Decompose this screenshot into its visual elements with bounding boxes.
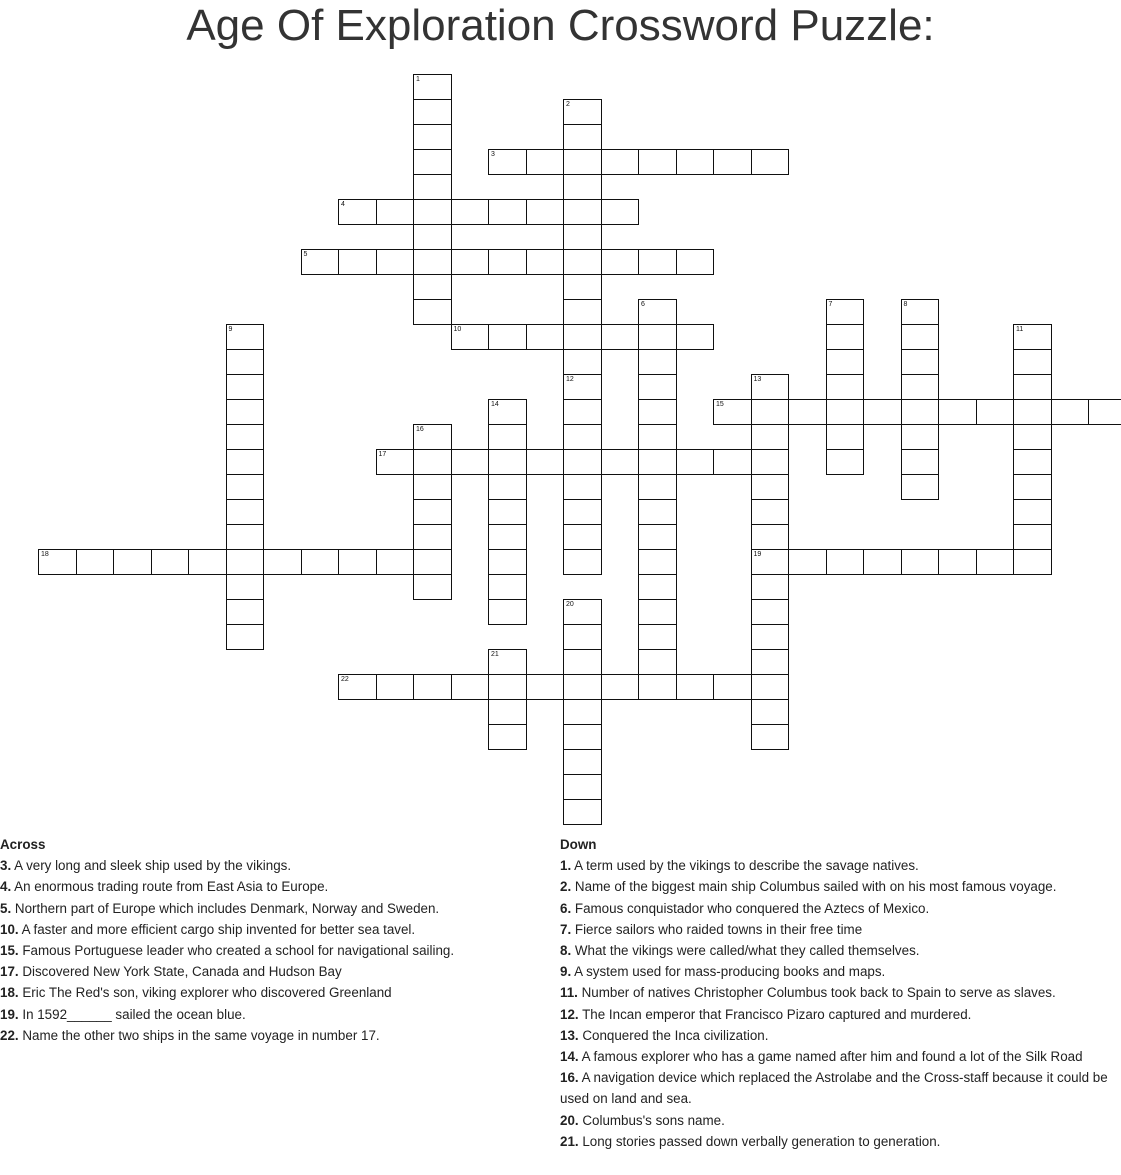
- grid-cell[interactable]: [751, 599, 790, 625]
- clue-text: A very long and sleek ship used by the vikings.: [11, 858, 292, 874]
- grid-cell[interactable]: [488, 649, 527, 675]
- clue-number-label: 5: [303, 251, 308, 258]
- grid-cell[interactable]: [563, 649, 602, 675]
- across-clue-list: [0, 855, 540, 1046]
- down-clue: [560, 919, 1120, 940]
- grid-cell[interactable]: [901, 474, 940, 500]
- clue-number-label: 6: [641, 301, 645, 308]
- grid-cell[interactable]: [526, 149, 565, 175]
- grid-cell[interactable]: [226, 574, 265, 600]
- grid-cell[interactable]: [1088, 399, 1121, 425]
- clue-text: A term used by the vikings to describe the savage natives.: [571, 858, 919, 874]
- clue-number-label: 7: [828, 301, 833, 308]
- clue-text: What the vikings were called/what they called themselves.: [571, 943, 920, 959]
- grid-cell[interactable]: [638, 674, 677, 700]
- clue-number-label: 18: [41, 551, 49, 558]
- grid-cell[interactable]: [751, 674, 790, 700]
- grid-cell[interactable]: [901, 299, 940, 325]
- grid-cell[interactable]: [563, 299, 602, 325]
- grid-cell[interactable]: [563, 274, 602, 300]
- clue-text: Name the other two ships in the same voyage in number 17.: [18, 1027, 380, 1043]
- grid-cell[interactable]: [826, 424, 865, 450]
- grid-cell[interactable]: [713, 449, 752, 475]
- across-clue: [0, 1025, 540, 1046]
- clue-number-label: 22: [341, 676, 349, 683]
- grid-cell[interactable]: [826, 324, 865, 350]
- across-clue: [0, 855, 540, 876]
- grid-cell[interactable]: [451, 249, 490, 275]
- across-clue: [0, 982, 540, 1003]
- grid-cell[interactable]: [526, 674, 565, 700]
- clue-number: 21.: [560, 1133, 579, 1149]
- clue-number: 9.: [560, 964, 572, 980]
- grid-cell[interactable]: [226, 424, 265, 450]
- grid-cell[interactable]: [563, 674, 602, 700]
- grid-cell[interactable]: [376, 674, 415, 700]
- clue-number: 18.: [0, 985, 19, 1001]
- clue-number: 4.: [0, 879, 12, 895]
- down-clue: [560, 982, 1120, 1003]
- grid-cell[interactable]: [1013, 374, 1052, 400]
- grid-cell[interactable]: [563, 124, 602, 150]
- grid-cell[interactable]: [601, 249, 640, 275]
- grid-cell[interactable]: [601, 199, 640, 225]
- grid-cell[interactable]: [901, 324, 940, 350]
- grid-cell[interactable]: [563, 699, 602, 725]
- clue-number-label: 14: [491, 401, 499, 408]
- grid-cell[interactable]: [488, 699, 527, 725]
- grid-cell[interactable]: [751, 374, 790, 400]
- clue-text: Long stories passed down verbally generation to generation.: [578, 1133, 941, 1149]
- grid-cell[interactable]: [413, 299, 452, 325]
- grid-cell[interactable]: [676, 149, 715, 175]
- grid-cell[interactable]: [38, 549, 77, 575]
- grid-cell[interactable]: [338, 674, 377, 700]
- down-clue: [560, 1131, 1120, 1152]
- grid-cell[interactable]: [1013, 424, 1052, 450]
- grid-cell[interactable]: [601, 324, 640, 350]
- grid-cell[interactable]: [638, 249, 677, 275]
- grid-cell[interactable]: [638, 424, 677, 450]
- grid-cell[interactable]: [901, 374, 940, 400]
- grid-cell[interactable]: [676, 674, 715, 700]
- grid-cell[interactable]: [563, 224, 602, 250]
- clue-number-label: 20: [566, 601, 574, 608]
- grid-cell[interactable]: [226, 624, 265, 650]
- across-heading: Across: [0, 837, 46, 852]
- grid-cell[interactable]: [376, 549, 415, 575]
- grid-cell[interactable]: [413, 474, 452, 500]
- grid-cell[interactable]: [563, 199, 602, 225]
- down-clues: [560, 834, 1120, 1152]
- grid-cell[interactable]: [638, 374, 677, 400]
- clue-number: 20.: [560, 1112, 579, 1128]
- grid-cell[interactable]: [376, 199, 415, 225]
- grid-cell[interactable]: [226, 499, 265, 525]
- grid-cell[interactable]: [638, 549, 677, 575]
- grid-cell[interactable]: [563, 799, 602, 825]
- down-heading: Down: [560, 837, 597, 852]
- grid-cell[interactable]: [788, 399, 827, 425]
- grid-cell[interactable]: [488, 249, 527, 275]
- grid-cell[interactable]: [488, 449, 527, 475]
- grid-cell[interactable]: [413, 124, 452, 150]
- grid-cell[interactable]: [413, 199, 452, 225]
- clue-number-label: 9: [228, 326, 233, 333]
- grid-cell[interactable]: [526, 324, 565, 350]
- clue-text: Number of natives Christopher Columbus took back to Spain to serve as slaves.: [577, 985, 1056, 1001]
- clue-text: A faster and more efficient cargo ship invented for better sea tavel.: [18, 921, 416, 937]
- grid-cell[interactable]: [563, 774, 602, 800]
- grid-cell[interactable]: [76, 549, 115, 575]
- across-clue: [0, 876, 540, 897]
- clue-number-label: 19: [753, 551, 762, 558]
- grid-cell[interactable]: [676, 449, 715, 475]
- grid-cell[interactable]: [226, 399, 265, 425]
- grid-cell[interactable]: [1013, 549, 1052, 575]
- grid-cell[interactable]: [751, 724, 790, 750]
- grid-cell[interactable]: [488, 474, 527, 500]
- clue-number: 15.: [0, 943, 19, 959]
- grid-cell[interactable]: [901, 349, 940, 375]
- clue-text: Discovered New York State, Canada and Hudson Bay: [18, 964, 342, 980]
- grid-cell[interactable]: [226, 599, 265, 625]
- clue-text: Famous Portuguese leader who created a school for navigational sailing.: [18, 943, 455, 959]
- grid-cell[interactable]: [413, 574, 452, 600]
- grid-cell[interactable]: [638, 399, 677, 425]
- clue-text: The Incan emperor that Francisco Pizaro captured and murdered.: [578, 1006, 972, 1022]
- grid-cell[interactable]: [413, 99, 452, 125]
- clue-text: An enormous trading route from East Asia to Europe.: [11, 879, 329, 895]
- grid-cell[interactable]: [976, 549, 1015, 575]
- grid-cell[interactable]: [1013, 499, 1052, 525]
- grid-cell[interactable]: [563, 99, 602, 125]
- grid-cell[interactable]: [563, 499, 602, 525]
- grid-cell[interactable]: [226, 324, 265, 350]
- grid-cell[interactable]: [563, 249, 602, 275]
- grid-cell[interactable]: [413, 499, 452, 525]
- grid-cell[interactable]: [563, 524, 602, 550]
- down-clue: [560, 1004, 1120, 1025]
- grid-cell[interactable]: [676, 324, 715, 350]
- clue-number-label: 10: [453, 326, 462, 333]
- grid-cell[interactable]: [488, 724, 527, 750]
- grid-cell[interactable]: [1051, 399, 1090, 425]
- grid-cell[interactable]: [751, 524, 790, 550]
- clue-number-label: 3: [491, 151, 495, 158]
- grid-cell[interactable]: [901, 424, 940, 450]
- grid-cell[interactable]: [338, 199, 377, 225]
- down-clue: [560, 1025, 1120, 1046]
- clue-number-label: 17: [378, 451, 387, 458]
- grid-cell[interactable]: [263, 549, 302, 575]
- clue-number: 22.: [0, 1027, 19, 1043]
- grid-cell[interactable]: [788, 549, 827, 575]
- grid-cell[interactable]: [563, 149, 602, 175]
- grid-cell[interactable]: [488, 549, 527, 575]
- clue-number-label: 2: [566, 101, 570, 108]
- clue-text: Northern part of Europe which includes Denmark, Norway and Sweden.: [11, 900, 440, 916]
- down-clue: [560, 876, 1120, 897]
- clue-number-label: 1: [416, 76, 420, 83]
- grid-cell[interactable]: [413, 449, 452, 475]
- down-clue: [560, 898, 1120, 919]
- grid-cell[interactable]: [751, 399, 790, 425]
- grid-cell[interactable]: [638, 149, 677, 175]
- grid-cell[interactable]: [563, 474, 602, 500]
- clue-number: 11.: [560, 985, 578, 1001]
- grid-cell[interactable]: [901, 449, 940, 475]
- clue-number: 5.: [0, 900, 12, 916]
- grid-cell[interactable]: [563, 749, 602, 775]
- grid-cell[interactable]: [376, 449, 415, 475]
- grid-cell[interactable]: [676, 249, 715, 275]
- grid-cell[interactable]: [638, 474, 677, 500]
- grid-cell[interactable]: [638, 299, 677, 325]
- clue-number: 6.: [560, 900, 572, 916]
- grid-cell[interactable]: [1013, 324, 1052, 350]
- grid-cell[interactable]: [488, 574, 527, 600]
- grid-cell[interactable]: [563, 374, 602, 400]
- clue-text: Famous conquistador who conquered the Aztecs of Mexico.: [571, 900, 930, 916]
- across-clue: [0, 898, 540, 919]
- grid-cell[interactable]: [826, 449, 865, 475]
- clue-text: Conquered the Inca civilization.: [578, 1027, 769, 1043]
- grid-cell[interactable]: [488, 199, 527, 225]
- grid-cell[interactable]: [638, 499, 677, 525]
- grid-cell[interactable]: [976, 399, 1015, 425]
- across-clue: [0, 1004, 540, 1025]
- grid-cell[interactable]: [713, 149, 752, 175]
- grid-cell[interactable]: [526, 249, 565, 275]
- grid-cell[interactable]: [413, 224, 452, 250]
- grid-cell[interactable]: [526, 199, 565, 225]
- grid-cell[interactable]: [826, 399, 865, 425]
- clue-text: Name of the biggest main ship Columbus sailed with on his most famous voyage.: [571, 879, 1057, 895]
- grid-cell[interactable]: [226, 374, 265, 400]
- clue-number: 19.: [0, 1006, 19, 1022]
- grid-cell[interactable]: [751, 549, 790, 575]
- grid-cell[interactable]: [413, 149, 452, 175]
- grid-cell[interactable]: [301, 549, 340, 575]
- grid-cell[interactable]: [338, 549, 377, 575]
- clue-text: A system used for mass-producing books and maps.: [571, 964, 886, 980]
- grid-cell[interactable]: [751, 424, 790, 450]
- grid-cell[interactable]: [713, 674, 752, 700]
- grid-cell[interactable]: [413, 424, 452, 450]
- grid-cell[interactable]: [301, 249, 340, 275]
- grid-cell[interactable]: [563, 399, 602, 425]
- grid-cell[interactable]: [488, 499, 527, 525]
- grid-cell[interactable]: [601, 674, 640, 700]
- grid-cell[interactable]: [226, 349, 265, 375]
- grid-cell[interactable]: [826, 549, 865, 575]
- grid-cell[interactable]: [451, 674, 490, 700]
- clue-number-label: 12: [566, 376, 574, 383]
- grid-cell[interactable]: [226, 549, 265, 575]
- grid-cell[interactable]: [638, 449, 677, 475]
- grid-cell[interactable]: [488, 524, 527, 550]
- clue-number-label: 13: [753, 376, 762, 383]
- down-clue: [560, 855, 1120, 876]
- clue-number-label: 16: [416, 426, 424, 433]
- grid-cell[interactable]: [638, 649, 677, 675]
- grid-cell[interactable]: [563, 724, 602, 750]
- clue-number: 14.: [560, 1049, 579, 1065]
- grid-cell[interactable]: [638, 324, 677, 350]
- grid-cell[interactable]: [713, 399, 752, 425]
- grid-cell[interactable]: [563, 324, 602, 350]
- down-clue: [560, 1067, 1120, 1109]
- clue-number: 7.: [560, 921, 572, 937]
- grid-cell[interactable]: [451, 324, 490, 350]
- grid-cell[interactable]: [751, 699, 790, 725]
- down-clue-list: [560, 855, 1120, 1152]
- grid-cell[interactable]: [413, 174, 452, 200]
- grid-cell[interactable]: [563, 449, 602, 475]
- clue-number: 2.: [560, 879, 572, 895]
- grid-cell[interactable]: [751, 499, 790, 525]
- clue-text: A famous explorer who has a game named after him and found a lot of the Silk Road: [578, 1049, 1083, 1065]
- grid-cell[interactable]: [563, 624, 602, 650]
- grid-cell[interactable]: [151, 549, 190, 575]
- grid-cell[interactable]: [751, 649, 790, 675]
- page-title: Age Of Exploration Crossword Puzzle:: [186, 1, 935, 50]
- grid-cell[interactable]: [451, 199, 490, 225]
- down-clue: [560, 940, 1120, 961]
- grid-cell[interactable]: [563, 599, 602, 625]
- clue-number: 3.: [0, 858, 12, 874]
- clue-number: 16.: [560, 1070, 579, 1086]
- grid-cell[interactable]: [488, 324, 527, 350]
- grid-cell[interactable]: [413, 249, 452, 275]
- clue-text: In 1592______ sailed the ocean blue.: [18, 1006, 246, 1022]
- grid-cell[interactable]: [826, 349, 865, 375]
- clue-number-label: 21: [491, 651, 499, 658]
- clue-number-label: 8: [903, 301, 908, 308]
- grid-cell[interactable]: [901, 399, 940, 425]
- grid-cell[interactable]: [901, 549, 940, 575]
- down-clue: [560, 961, 1120, 982]
- grid-cell[interactable]: [488, 399, 527, 425]
- clue-number-label: 4: [341, 201, 345, 208]
- grid-cell[interactable]: [863, 399, 902, 425]
- grid-cell[interactable]: [413, 74, 452, 100]
- grid-cell[interactable]: [638, 524, 677, 550]
- grid-cell[interactable]: [601, 149, 640, 175]
- grid-cell[interactable]: [938, 549, 977, 575]
- grid-cell[interactable]: [751, 449, 790, 475]
- grid-cell[interactable]: [1013, 399, 1052, 425]
- grid-cell[interactable]: [563, 549, 602, 575]
- clue-number: 8.: [560, 943, 572, 959]
- grid-cell[interactable]: [1013, 449, 1052, 475]
- grid-cell[interactable]: [638, 574, 677, 600]
- clue-number-label: 11: [1016, 326, 1024, 333]
- clue-number: 10.: [0, 921, 19, 937]
- across-clue: [0, 961, 540, 982]
- clue-text: Fierce sailors who raided towns in their free time: [571, 921, 863, 937]
- across-clue: [0, 940, 540, 961]
- grid-cell[interactable]: [488, 424, 527, 450]
- grid-cell[interactable]: [751, 574, 790, 600]
- grid-cell[interactable]: [563, 349, 602, 375]
- clue-number: 17.: [0, 964, 19, 980]
- grid-cell[interactable]: [638, 624, 677, 650]
- grid-cell[interactable]: [1013, 349, 1052, 375]
- clue-number: 12.: [560, 1006, 579, 1022]
- across-clues: [0, 834, 540, 1046]
- grid-cell[interactable]: [1013, 524, 1052, 550]
- grid-cell[interactable]: [1013, 474, 1052, 500]
- grid-cell[interactable]: [413, 674, 452, 700]
- down-clue: [560, 1110, 1120, 1131]
- grid-cell[interactable]: [413, 274, 452, 300]
- clue-number-label: 15: [716, 401, 724, 408]
- grid-cell[interactable]: [638, 349, 677, 375]
- grid-cell[interactable]: [113, 549, 152, 575]
- across-clue: [0, 919, 540, 940]
- grid-cell[interactable]: [826, 374, 865, 400]
- grid-cell[interactable]: [488, 674, 527, 700]
- grid-cell[interactable]: [751, 624, 790, 650]
- grid-cell[interactable]: [413, 549, 452, 575]
- grid-cell[interactable]: [488, 149, 527, 175]
- grid-cell[interactable]: [751, 474, 790, 500]
- grid-cell[interactable]: [863, 549, 902, 575]
- clue-text: Columbus's sons name.: [578, 1112, 725, 1128]
- grid-cell[interactable]: [638, 599, 677, 625]
- clue-number: 13.: [560, 1027, 579, 1043]
- grid-cell[interactable]: [938, 399, 977, 425]
- clue-text: Eric The Red's son, viking explorer who discovered Greenland: [18, 985, 392, 1001]
- grid-cell[interactable]: [338, 249, 377, 275]
- grid-cell[interactable]: [563, 174, 602, 200]
- grid-cell[interactable]: [601, 449, 640, 475]
- grid-cell[interactable]: [376, 249, 415, 275]
- down-clue: [560, 1046, 1120, 1067]
- clue-text: A navigation device which replaced the Astrolabe and the Cross-staff because it could be used on land and sea.: [560, 1070, 1108, 1107]
- grid-cell[interactable]: [451, 449, 490, 475]
- grid-cell[interactable]: [826, 299, 865, 325]
- grid-cell[interactable]: [526, 449, 565, 475]
- grid-cell[interactable]: [563, 424, 602, 450]
- grid-cell[interactable]: [751, 149, 790, 175]
- grid-cell[interactable]: [226, 524, 265, 550]
- grid-cell[interactable]: [226, 474, 265, 500]
- grid-cell[interactable]: [413, 524, 452, 550]
- grid-cell[interactable]: [488, 599, 527, 625]
- grid-cell[interactable]: [188, 549, 227, 575]
- clue-number: 1.: [560, 858, 572, 874]
- grid-cell[interactable]: [226, 449, 265, 475]
